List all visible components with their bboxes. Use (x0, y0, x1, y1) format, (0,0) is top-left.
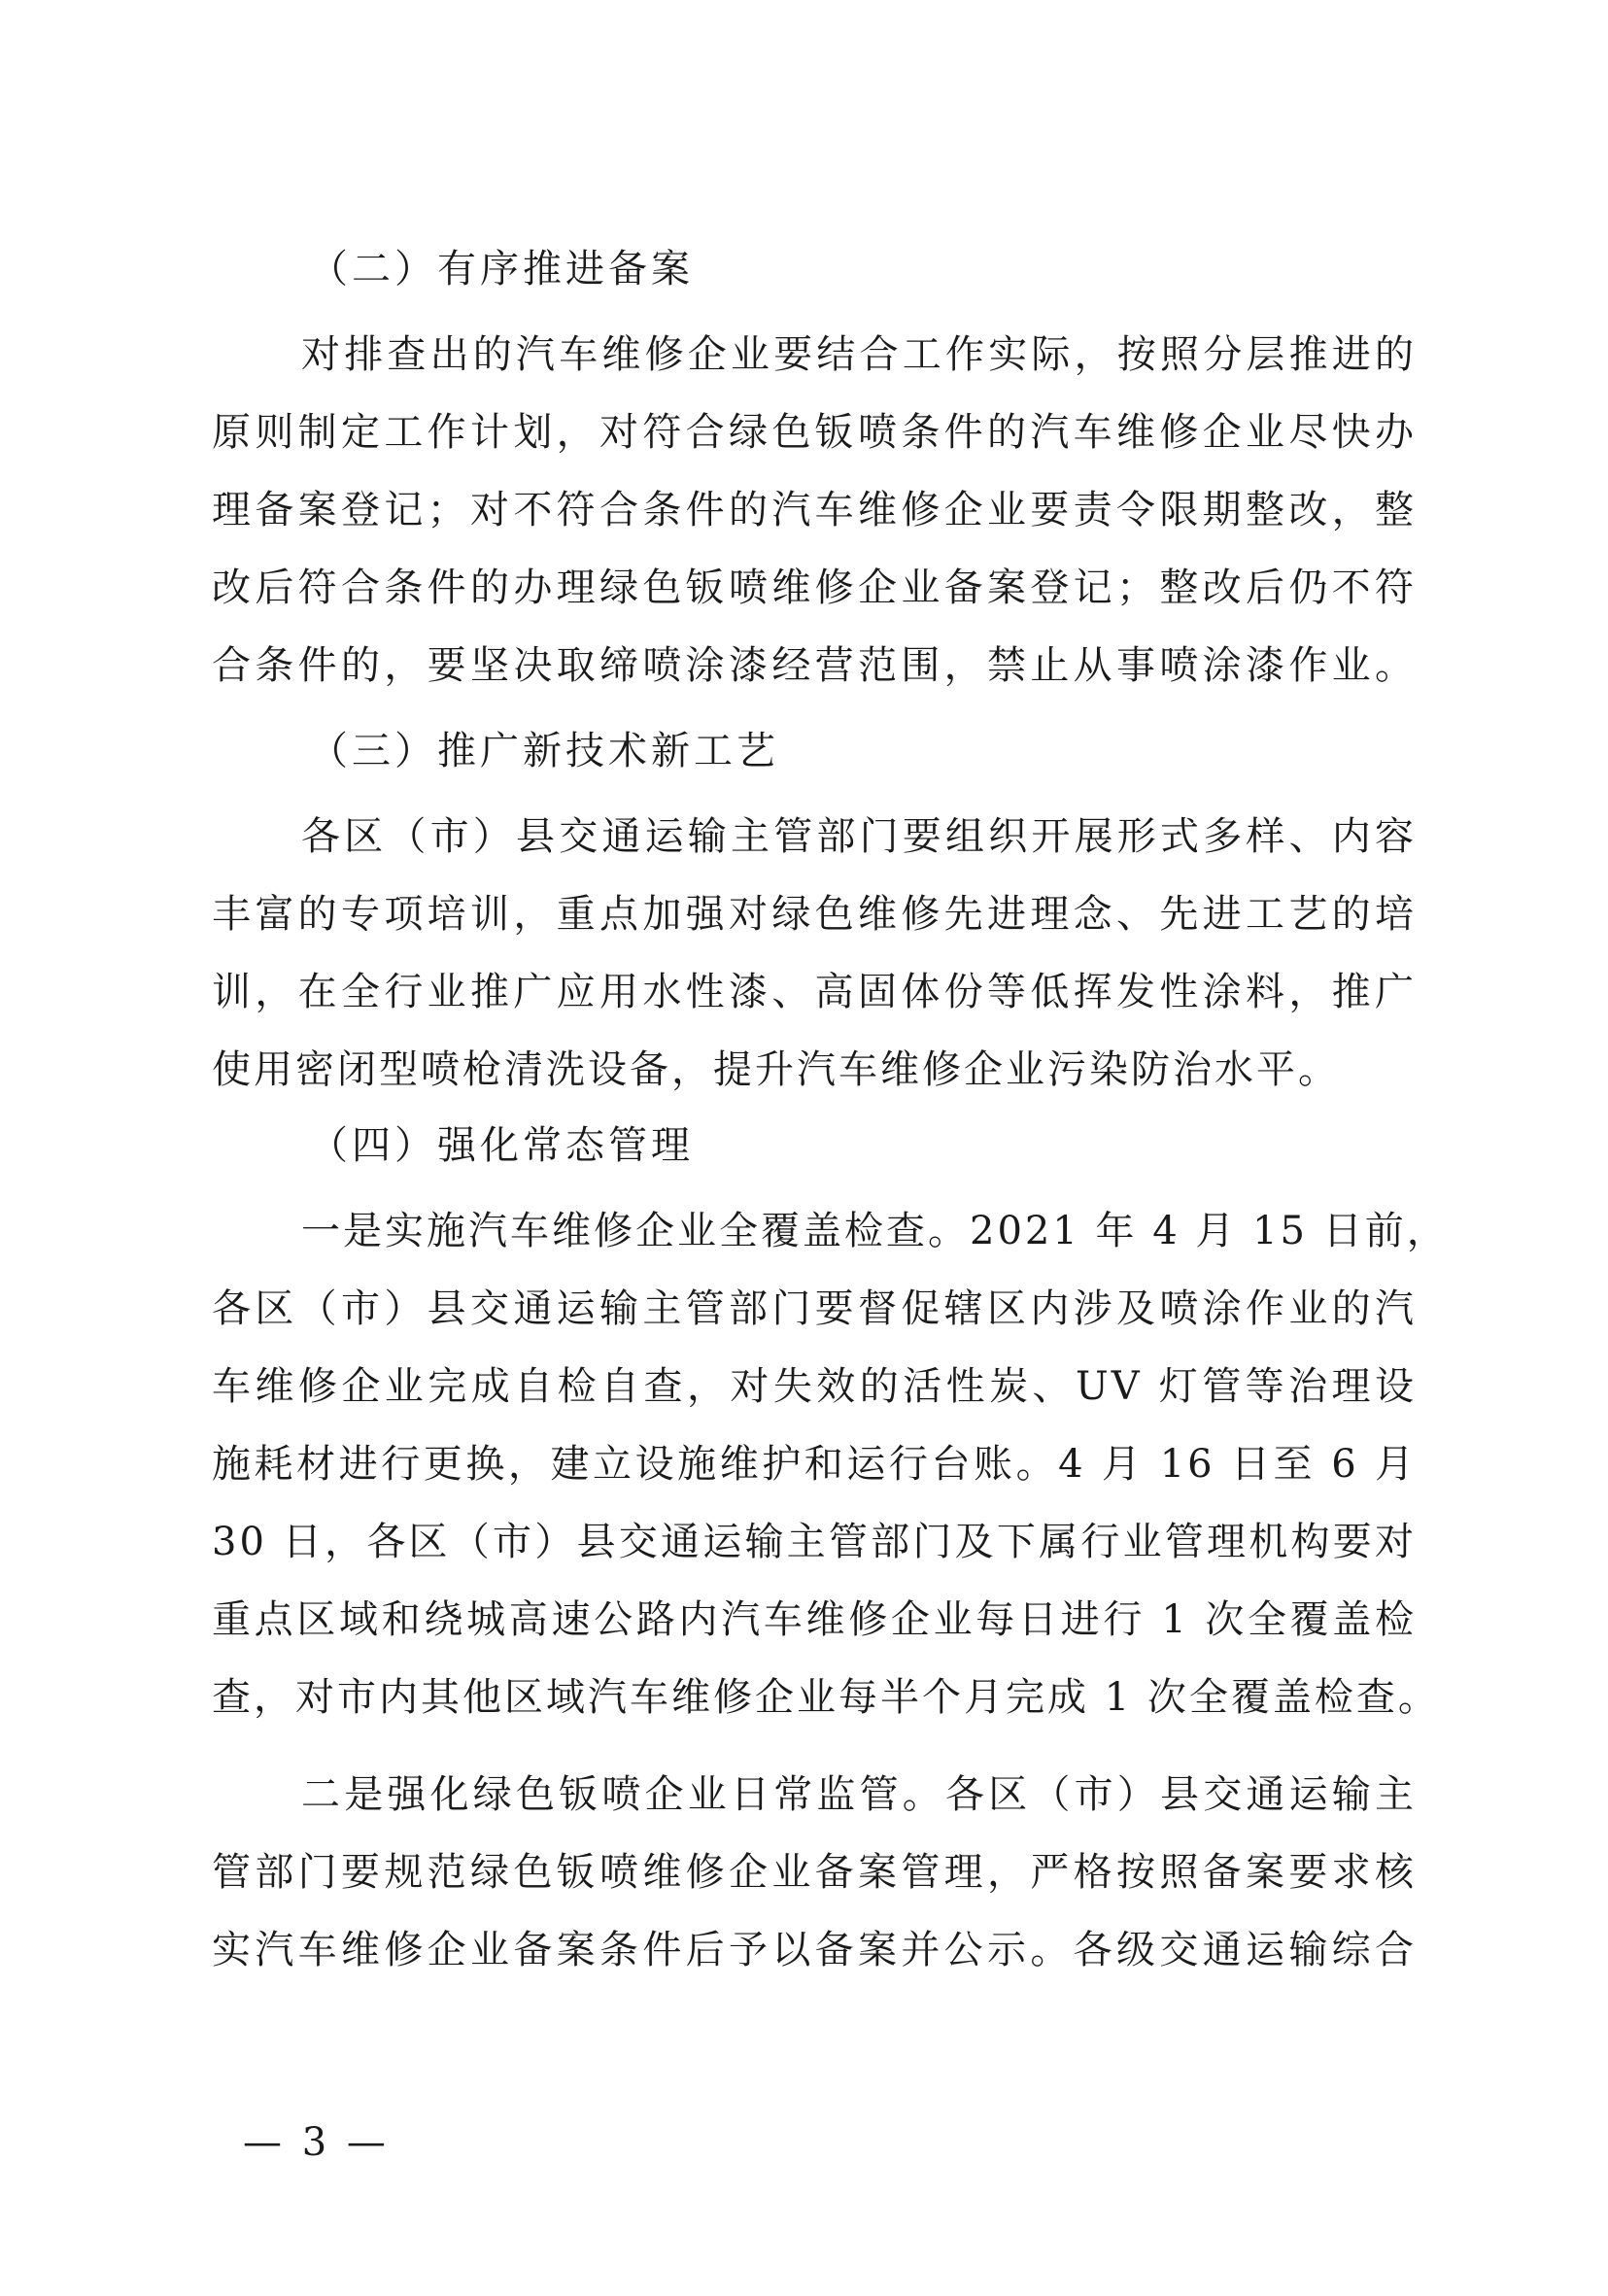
paragraph-line: 合条件的，要坚决取缔喷涂漆经营范围，禁止从事喷涂漆作业。 (212, 643, 1417, 688)
paragraph-line: 原则制定工作计划，对符合绿色钣喷条件的汽车维修企业尽快办 (212, 410, 1417, 455)
section-heading-4: （四）强化常态管理 (309, 1123, 694, 1168)
paragraph-line: 改后符合条件的办理绿色钣喷维修企业备案登记；整改后仍不符 (212, 565, 1417, 610)
paragraph-line: 一是实施汽车维修企业全覆盖检查。2021 年 4 月 15 日前， (301, 1209, 1449, 1253)
paragraph-line: 管部门要规范绿色钣喷维修企业备案管理，严格按照备案要求核 (212, 1850, 1417, 1895)
paragraph-line: 各区（市）县交通运输主管部门要督促辖区内涉及喷涂作业的汽 (212, 1286, 1417, 1331)
paragraph-line: 30 日，各区（市）县交通运输主管部门及下属行业管理机构要对 (212, 1520, 1417, 1564)
paragraph-line: 训，在全行业推广应用水性漆、高固体份等低挥发性涂料，推广 (212, 970, 1417, 1014)
paragraph-line: 重点区域和绕城高速公路内汽车维修企业每日进行 1 次全覆盖检 (212, 1597, 1417, 1642)
section-heading-3: （三）推广新技术新工艺 (309, 729, 779, 773)
paragraph-line: 丰富的专项培训，重点加强对绿色维修先进理念、先进工艺的培 (212, 892, 1417, 937)
section-heading-2: （二）有序推进备案 (309, 247, 694, 291)
paragraph-line: 各区（市）县交通运输主管部门要组织开展形式多样、内容 (301, 814, 1417, 859)
page-number: — 3 — (243, 2120, 390, 2165)
paragraph-line: 二是强化绿色钣喷企业日常监管。各区（市）县交通运输主 (301, 1772, 1417, 1817)
paragraph-line: 车维修企业完成自检自查，对失效的活性炭、UV 灯管等治理设 (212, 1364, 1417, 1409)
paragraph-line: 查，对市内其他区域汽车维修企业每半个月完成 1 次全覆盖检查。 (212, 1675, 1440, 1720)
paragraph-line: 使用密闭型喷枪清洗设备，提升汽车维修企业污染防治水平。 (212, 1047, 1340, 1092)
paragraph-line: 理备案登记；对不符合条件的汽车维修企业要责令限期整改，整 (212, 488, 1417, 532)
paragraph-line: 实汽车维修企业备案条件后予以备案并公示。各级交通运输综合 (212, 1928, 1417, 1972)
paragraph-line: 对排查出的汽车维修企业要结合工作实际，按照分层推进的 (301, 332, 1417, 377)
paragraph-line: 施耗材进行更换，建立设施维护和运行台账。4 月 16 日至 6 月 (212, 1442, 1417, 1487)
